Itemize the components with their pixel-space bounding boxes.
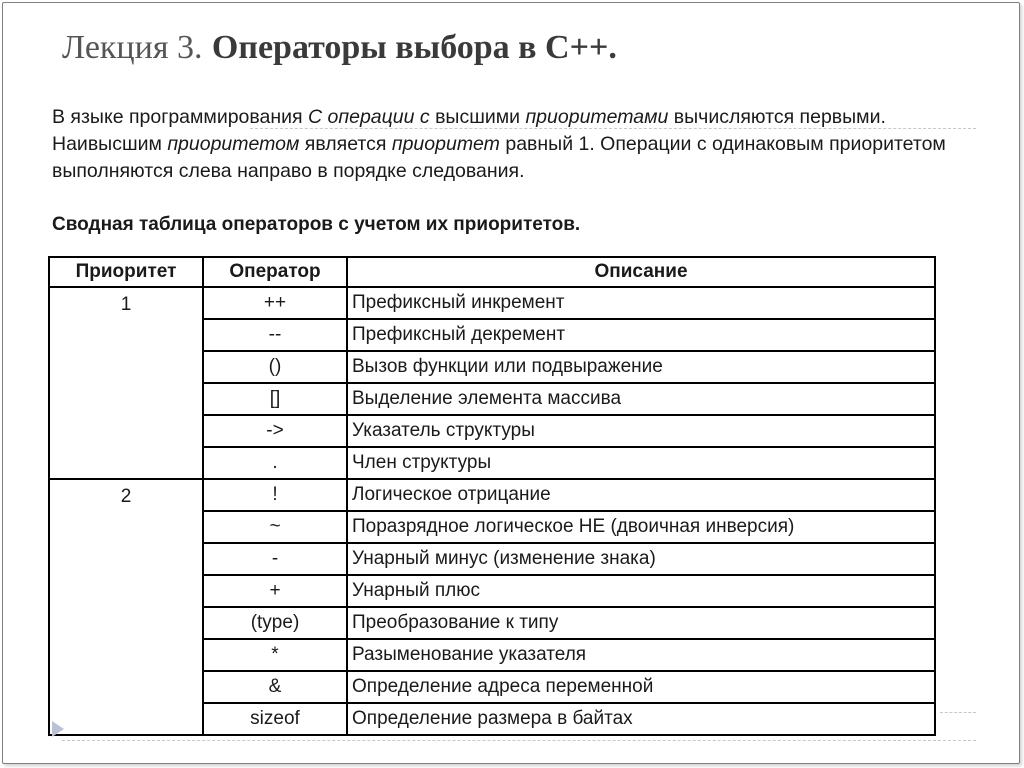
nav-arrow-icon[interactable] [52, 721, 64, 737]
description-cell: Определение размера в байтах [347, 703, 935, 735]
operator-cell: & [203, 671, 347, 703]
title-topic: Операторы выбора в С++. [211, 29, 617, 66]
header-priority: Приоритет [49, 257, 203, 287]
operators-table [48, 256, 936, 736]
title-lecture: Лекция 3. [62, 29, 203, 66]
description-cell: Член структуры [347, 447, 935, 479]
table-caption: Сводная таблица операторов с учетом их приоритетов. [52, 214, 581, 235]
description-cell: Разыменование указателя [347, 639, 935, 671]
operator-cell: sizeof [203, 703, 347, 735]
table-body [49, 287, 935, 735]
intro-italic: приоритетом [167, 133, 300, 155]
operator-cell: () [203, 351, 347, 383]
description-cell: Указатель структуры [347, 415, 935, 447]
table-row [49, 287, 935, 319]
operator-cell: -> [203, 415, 347, 447]
header-description: Описание [347, 257, 935, 287]
operator-cell: ++ [203, 287, 347, 319]
operator-cell: ~ [203, 511, 347, 543]
priority-cell: 2 [49, 479, 203, 735]
description-cell: Поразрядное логическое НЕ (двоичная инверсия) [347, 511, 935, 543]
description-cell: Выделение элемента массива [347, 383, 935, 415]
description-cell: Префиксный декремент [347, 319, 935, 351]
description-cell: Логическое отрицание [347, 479, 935, 511]
description-cell: Вызов функции или подвыражение [347, 351, 935, 383]
intro-italic: приоритетами [525, 106, 669, 128]
description-cell: Унарный минус (изменение знака) [347, 543, 935, 575]
intro-text: В языке программирования [52, 106, 309, 128]
description-cell: Префиксный инкремент [347, 287, 935, 319]
description-cell: Определение адреса переменной [347, 671, 935, 703]
priority-cell: 1 [49, 287, 203, 479]
intro-italic: С операции с [308, 106, 430, 128]
operator-cell: - [203, 543, 347, 575]
operator-cell: -- [203, 319, 347, 351]
intro-text: высшими [429, 106, 526, 128]
operator-cell: (type) [203, 607, 347, 639]
intro-text: равный 1. Операции с одинаковым приоритетом выполняются слева направо в порядке следования. [52, 133, 946, 182]
operator-cell: . [203, 447, 347, 479]
operator-cell: + [203, 575, 347, 607]
divider-line [62, 740, 976, 741]
header-operator: Оператор [203, 257, 347, 287]
intro-text: является [299, 133, 392, 155]
table-header-row [49, 257, 935, 287]
table-row [49, 479, 935, 511]
intro-italic: приоритет [391, 133, 500, 155]
divider-line [940, 712, 976, 713]
description-cell: Унарный плюс [347, 575, 935, 607]
intro-paragraph [52, 104, 952, 185]
intro-text: вычисляются первыми. Наивысшим [52, 106, 886, 155]
operator-cell: ! [203, 479, 347, 511]
slide-title [62, 28, 617, 67]
description-cell: Преобразование к типу [347, 607, 935, 639]
operator-cell: * [203, 639, 347, 671]
operator-cell: [] [203, 383, 347, 415]
